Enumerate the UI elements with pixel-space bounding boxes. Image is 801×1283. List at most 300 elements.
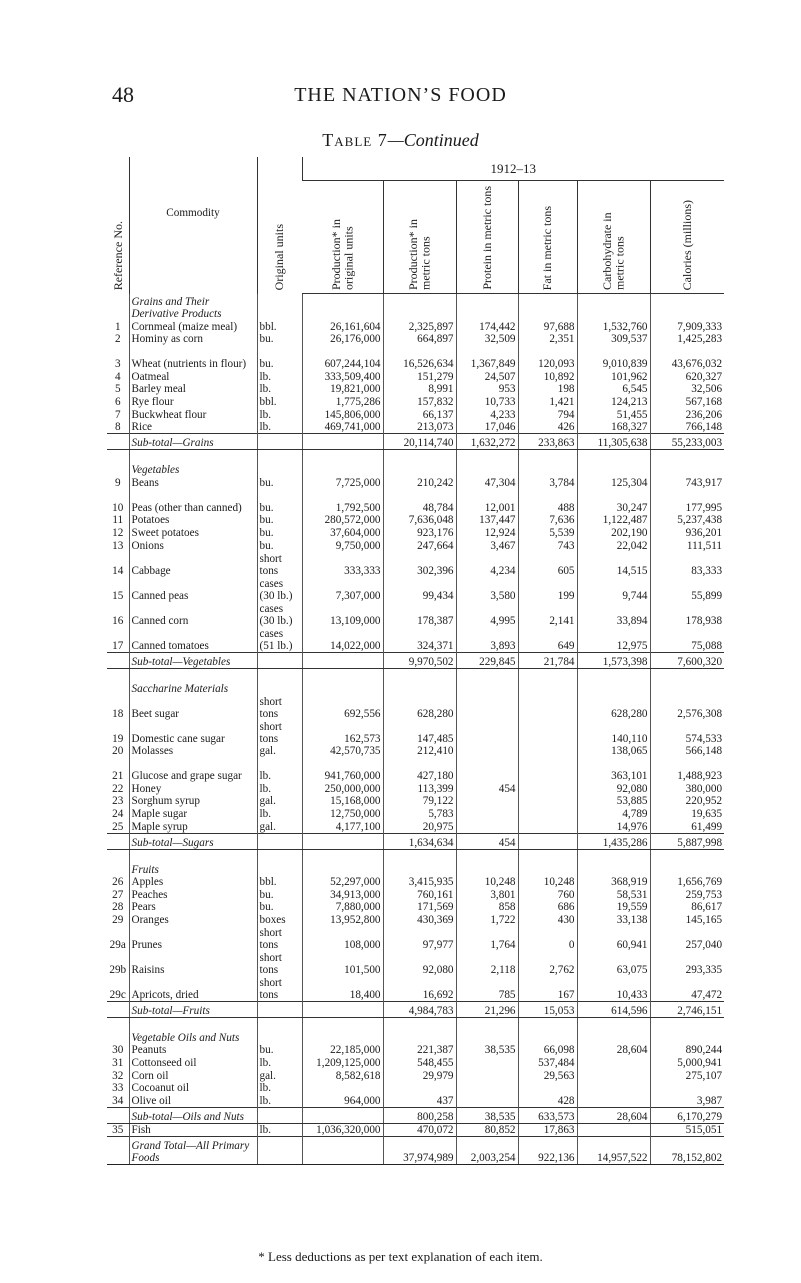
table-row — [107, 627, 724, 653]
table-row — [107, 720, 724, 745]
commodity-cell: Hominy as corn — [129, 333, 257, 346]
commodity-cell: Beet sugar — [129, 695, 257, 720]
table-header — [107, 157, 724, 294]
cal-cell: 83,333 — [650, 552, 724, 577]
ref-cell: 30 — [112, 1044, 124, 1057]
metric-cell: 7,636,048 — [383, 514, 456, 527]
table-row — [107, 489, 724, 514]
cal-cell: 236,206 — [650, 408, 724, 421]
table-row — [107, 383, 724, 396]
ref-cell — [107, 849, 129, 876]
protein-cell: 137,447 — [456, 514, 518, 527]
empty-cell — [518, 450, 577, 477]
fat-cell: 233,863 — [518, 434, 577, 450]
ref-cell: 27 — [112, 888, 124, 901]
cal-cell: 43,676,032 — [650, 345, 724, 370]
protein-cell: 80,852 — [456, 1123, 518, 1137]
empty-cell — [302, 294, 383, 321]
metric-cell: 151,279 — [383, 370, 456, 383]
year-heading: 1912–13 — [302, 157, 724, 181]
carb-cell: 19,559 — [577, 901, 650, 914]
orig-cell — [302, 1107, 383, 1123]
protein-cell: 3,580 — [456, 577, 518, 602]
metric-cell: 97,977 — [383, 926, 456, 951]
commodity-cell: Maple sugar — [129, 807, 257, 820]
cal-cell: 47,472 — [650, 976, 724, 1002]
cal-cell: 78,152,802 — [650, 1137, 724, 1165]
cal-cell: 86,617 — [650, 901, 724, 914]
empty-cell — [456, 849, 518, 876]
commodity-cell: Onions — [129, 539, 257, 552]
cal-cell: 380,000 — [650, 782, 724, 795]
cal-cell: 32,506 — [650, 383, 724, 396]
ref-cell: 28 — [112, 901, 124, 914]
orig-cell: 15,168,000 — [302, 795, 383, 808]
protein-cell: 10,248 — [456, 876, 518, 889]
carb-cell: 9,744 — [577, 577, 650, 602]
table-body — [107, 294, 724, 1165]
ref-cell: 1 — [114, 320, 121, 333]
ref-cell: 24 — [112, 807, 124, 820]
cal-cell: 574,533 — [650, 720, 724, 745]
table-row — [107, 951, 724, 976]
subtotal-label: Sub-total—Grains — [129, 434, 257, 450]
running-head: THE NATION’S FOOD — [294, 84, 507, 106]
section-heading-row — [107, 849, 724, 876]
protein-cell — [456, 720, 518, 745]
unit-cell: lb. — [257, 1082, 302, 1095]
orig-cell: 280,572,000 — [302, 514, 383, 527]
orig-cell: 37,604,000 — [302, 526, 383, 539]
empty-cell — [650, 849, 724, 876]
table-row — [107, 552, 724, 577]
ref-cell: 25 — [112, 820, 124, 833]
table-row — [107, 901, 724, 914]
protein-cell — [456, 1094, 518, 1107]
fat-cell: 426 — [518, 421, 577, 434]
carb-cell: 628,280 — [577, 695, 650, 720]
unit-cell: lb. — [257, 757, 302, 782]
unit-cell — [257, 1001, 302, 1017]
section-heading: Fruits — [129, 849, 257, 876]
subtotal-row — [107, 652, 724, 668]
cal-cell: 220,952 — [650, 795, 724, 808]
unit-cell: bu. — [257, 345, 302, 370]
cal-cell: 5,237,438 — [650, 514, 724, 527]
carb-cell: 9,010,839 — [577, 345, 650, 370]
unit-cell: short tons — [257, 951, 302, 976]
table-row — [107, 345, 724, 370]
orig-cell: 145,806,000 — [302, 408, 383, 421]
fat-cell: 649 — [518, 627, 577, 653]
commodity-cell: Canned peas — [129, 577, 257, 602]
subtotal-row — [107, 833, 724, 849]
unit-cell: lb. — [257, 383, 302, 396]
fat-cell: 1,421 — [518, 395, 577, 408]
ref-cell: 23 — [112, 795, 124, 808]
empty-cell — [456, 1017, 518, 1044]
orig-cell: 1,792,500 — [302, 489, 383, 514]
commodity-cell: Olive oil — [129, 1094, 257, 1107]
carb-cell: 63,075 — [577, 951, 650, 976]
table-row — [107, 807, 724, 820]
fat-cell: 10,892 — [518, 370, 577, 383]
table-row — [107, 795, 724, 808]
orig-cell: 4,177,100 — [302, 820, 383, 833]
fat-cell: 10,248 — [518, 876, 577, 889]
commodity-cell: Fish — [129, 1123, 257, 1137]
metric-cell: 66,137 — [383, 408, 456, 421]
fat-cell: 430 — [518, 913, 577, 926]
carb-cell: 138,065 — [577, 745, 650, 758]
protein-cell: 785 — [456, 976, 518, 1002]
ref-cell: 32 — [112, 1069, 124, 1082]
carb-cell: 124,213 — [577, 395, 650, 408]
ref-cell: 9 — [114, 476, 121, 489]
unit-cell: bbl. — [257, 395, 302, 408]
empty-cell — [650, 668, 724, 695]
commodity-cell: Cornmeal (maize meal) — [129, 320, 257, 333]
subtotal-row — [107, 1107, 724, 1123]
fat-cell: 21,784 — [518, 652, 577, 668]
metric-cell: 8,991 — [383, 383, 456, 396]
metric-cell: 147,485 — [383, 720, 456, 745]
carb-cell: 140,110 — [577, 720, 650, 745]
cal-cell: 55,899 — [650, 577, 724, 602]
cal-cell: 257,040 — [650, 926, 724, 951]
metric-cell: 427,180 — [383, 757, 456, 782]
metric-cell: 16,692 — [383, 976, 456, 1002]
empty-cell — [650, 1017, 724, 1044]
carb-cell: 10,433 — [577, 976, 650, 1002]
protein-cell: 1,632,272 — [456, 434, 518, 450]
carb-cell — [577, 1056, 650, 1069]
orig-cell — [302, 833, 383, 849]
empty-cell — [577, 849, 650, 876]
protein-cell: 1,367,849 — [456, 345, 518, 370]
unit-cell — [257, 833, 302, 849]
protein-cell: 1,722 — [456, 913, 518, 926]
ref-cell: 12 — [112, 526, 124, 539]
metric-cell: 92,080 — [383, 951, 456, 976]
unit-cell: lb. — [257, 370, 302, 383]
protein-cell — [456, 1056, 518, 1069]
unit-cell: short tons — [257, 926, 302, 951]
section-heading: Vegetable Oils and Nuts — [129, 1017, 257, 1044]
col-cal: Calories (millions) — [650, 181, 724, 294]
fat-cell: 0 — [518, 926, 577, 951]
fat-cell: 5,539 — [518, 526, 577, 539]
commodity-cell: Potatoes — [129, 514, 257, 527]
carb-cell: 1,532,760 — [577, 320, 650, 333]
cal-cell: 1,656,769 — [650, 876, 724, 889]
fat-cell: 198 — [518, 383, 577, 396]
cal-cell: 566,148 — [650, 745, 724, 758]
unit-cell — [257, 652, 302, 668]
section-heading-row — [107, 450, 724, 477]
cal-cell: 936,201 — [650, 526, 724, 539]
commodity-cell: Raisins — [129, 951, 257, 976]
cal-cell: 61,499 — [650, 820, 724, 833]
unit-cell: short tons — [257, 720, 302, 745]
empty-cell — [456, 294, 518, 321]
table-row — [107, 333, 724, 346]
commodity-cell: Glucose and grape sugar — [129, 757, 257, 782]
ref-cell — [107, 294, 129, 321]
orig-cell: 7,307,000 — [302, 577, 383, 602]
commodity-cell: Honey — [129, 782, 257, 795]
empty-cell — [257, 450, 302, 477]
cal-cell: 3,987 — [650, 1094, 724, 1107]
table-row — [107, 320, 724, 333]
unit-cell: lb. — [257, 421, 302, 434]
cal-cell: 19,635 — [650, 807, 724, 820]
table-row — [107, 514, 724, 527]
fat-cell — [518, 1082, 577, 1095]
metric-cell: 9,970,502 — [383, 652, 456, 668]
unit-cell — [257, 1137, 302, 1165]
commodity-cell: Oranges — [129, 913, 257, 926]
ref-cell — [107, 450, 129, 477]
metric-cell: 157,832 — [383, 395, 456, 408]
orig-cell: 692,556 — [302, 695, 383, 720]
empty-cell — [577, 668, 650, 695]
ref-cell — [107, 668, 129, 695]
commodity-cell: Wheat (nutrients in flour) — [129, 345, 257, 370]
orig-cell: 22,185,000 — [302, 1044, 383, 1057]
carb-cell: 14,515 — [577, 552, 650, 577]
table-row — [107, 695, 724, 720]
empty-cell — [518, 668, 577, 695]
commodity-cell: Barley meal — [129, 383, 257, 396]
fat-cell — [518, 695, 577, 720]
commodity-cell: Peaches — [129, 888, 257, 901]
protein-cell: 3,467 — [456, 539, 518, 552]
ref-cell: 3 — [114, 358, 121, 371]
ref-cell: 10 — [112, 501, 124, 514]
table-row — [107, 421, 724, 434]
footnote: * Less deductions as per text explanation of each item. — [258, 1249, 543, 1264]
commodity-cell: Molasses — [129, 745, 257, 758]
fat-cell — [518, 745, 577, 758]
commodity-cell: Canned corn — [129, 602, 257, 627]
empty-cell — [257, 294, 302, 321]
metric-cell: 210,242 — [383, 476, 456, 489]
carb-cell: 4,789 — [577, 807, 650, 820]
ref-cell: 11 — [112, 514, 124, 527]
commodity-cell: Pears — [129, 901, 257, 914]
section-heading-row — [107, 294, 724, 321]
ref-cell: 20 — [112, 745, 124, 758]
orig-cell: 26,161,604 — [302, 320, 383, 333]
orig-cell — [302, 1137, 383, 1165]
table-row — [107, 1123, 724, 1137]
fat-cell: 633,573 — [518, 1107, 577, 1123]
carb-cell: 51,455 — [577, 408, 650, 421]
cal-cell: 567,168 — [650, 395, 724, 408]
table-row — [107, 370, 724, 383]
carb-cell: 12,975 — [577, 627, 650, 653]
protein-cell: 174,442 — [456, 320, 518, 333]
unit-cell — [257, 434, 302, 450]
metric-cell: 113,399 — [383, 782, 456, 795]
orig-cell — [302, 1082, 383, 1095]
orig-cell: 333,333 — [302, 552, 383, 577]
protein-cell: 229,845 — [456, 652, 518, 668]
ref-cell: 29 — [112, 913, 124, 926]
ref-cell — [107, 1001, 129, 1017]
cal-cell: 55,233,003 — [650, 434, 724, 450]
cal-cell: 1,425,283 — [650, 333, 724, 346]
ref-cell: 26 — [112, 876, 124, 889]
protein-cell: 4,233 — [456, 408, 518, 421]
orig-cell — [302, 652, 383, 668]
empty-cell — [302, 849, 383, 876]
carb-cell: 30,247 — [577, 489, 650, 514]
section-heading: Grains and Their Derivative Products — [129, 294, 257, 321]
table-row — [107, 926, 724, 951]
table-row — [107, 1044, 724, 1057]
cal-cell: 5,000,941 — [650, 1056, 724, 1069]
empty-cell — [456, 450, 518, 477]
unit-cell: lb. — [257, 1123, 302, 1137]
carb-cell: 6,545 — [577, 383, 650, 396]
orig-cell: 469,741,000 — [302, 421, 383, 434]
table-row — [107, 745, 724, 758]
carb-cell: 28,604 — [577, 1107, 650, 1123]
cal-cell: 2,576,308 — [650, 695, 724, 720]
orig-cell: 18,400 — [302, 976, 383, 1002]
empty-cell — [257, 1017, 302, 1044]
commodity-cell: Apricots, dried — [129, 976, 257, 1002]
table-row — [107, 577, 724, 602]
orig-cell: 941,760,000 — [302, 757, 383, 782]
fat-cell: 2,351 — [518, 333, 577, 346]
carb-cell — [577, 1094, 650, 1107]
fat-cell: 7,636 — [518, 514, 577, 527]
carb-cell: 58,531 — [577, 888, 650, 901]
col-prod-metric: Production* in metric tons — [383, 181, 456, 294]
empty-cell — [302, 450, 383, 477]
protein-cell — [456, 807, 518, 820]
ref-cell: 35 — [112, 1124, 124, 1137]
metric-cell: 324,371 — [383, 627, 456, 653]
carb-cell: 33,894 — [577, 602, 650, 627]
fat-cell: 488 — [518, 489, 577, 514]
unit-cell: cases (30 lb.) — [257, 577, 302, 602]
orig-cell: 12,750,000 — [302, 807, 383, 820]
cal-cell: 145,165 — [650, 913, 724, 926]
subtotal-row — [107, 434, 724, 450]
ref-cell: 29a — [109, 938, 126, 951]
ref-cell: 14 — [112, 564, 124, 577]
metric-cell: 1,634,634 — [383, 833, 456, 849]
orig-cell: 607,244,104 — [302, 345, 383, 370]
section-heading-row — [107, 1017, 724, 1044]
cal-cell: 259,753 — [650, 888, 724, 901]
metric-cell: 16,526,634 — [383, 345, 456, 370]
fat-cell: 537,484 — [518, 1056, 577, 1069]
col-units: Original units — [257, 157, 302, 294]
cal-cell: 178,938 — [650, 602, 724, 627]
empty-cell — [383, 1017, 456, 1044]
unit-cell: lb. — [257, 782, 302, 795]
protein-cell — [456, 820, 518, 833]
protein-cell: 3,801 — [456, 888, 518, 901]
commodity-cell: Peanuts — [129, 1044, 257, 1057]
table-row — [107, 408, 724, 421]
empty-cell — [518, 1017, 577, 1044]
col-prod-orig: Production* in original units — [302, 181, 383, 294]
ref-cell: 34 — [112, 1094, 124, 1107]
cal-cell: 766,148 — [650, 421, 724, 434]
metric-cell: 302,396 — [383, 552, 456, 577]
commodity-cell: Cabbage — [129, 552, 257, 577]
cal-cell: 275,107 — [650, 1069, 724, 1082]
empty-cell — [383, 668, 456, 695]
ref-cell — [107, 434, 129, 450]
metric-cell: 20,975 — [383, 820, 456, 833]
commodity-cell: Corn oil — [129, 1069, 257, 1082]
carb-cell: 125,304 — [577, 476, 650, 489]
fat-cell: 3,784 — [518, 476, 577, 489]
table-row — [107, 913, 724, 926]
commodity-cell: Canned tomatoes — [129, 627, 257, 653]
unit-cell: short tons — [257, 552, 302, 577]
carb-cell: 1,122,487 — [577, 514, 650, 527]
commodity-cell: Cottonseed oil — [129, 1056, 257, 1069]
protein-cell — [456, 795, 518, 808]
orig-cell: 1,036,320,000 — [302, 1123, 383, 1137]
metric-cell — [383, 1082, 456, 1095]
carb-cell: 309,537 — [577, 333, 650, 346]
ref-cell: 18 — [112, 707, 124, 720]
empty-cell — [577, 1017, 650, 1044]
metric-cell: 213,073 — [383, 421, 456, 434]
ref-cell — [107, 1107, 129, 1123]
fat-cell: 167 — [518, 976, 577, 1002]
metric-cell: 628,280 — [383, 695, 456, 720]
protein-cell: 454 — [456, 782, 518, 795]
col-protein: Protein in metric tons — [456, 181, 518, 294]
empty-cell — [302, 1017, 383, 1044]
carb-cell: 60,941 — [577, 926, 650, 951]
commodity-cell: Rice — [129, 421, 257, 434]
fat-cell — [518, 782, 577, 795]
page-number: 48 — [112, 82, 134, 107]
grand-total-row — [107, 1137, 724, 1165]
fat-cell: 66,098 — [518, 1044, 577, 1057]
orig-cell: 34,913,000 — [302, 888, 383, 901]
commodity-cell: Peas (other than canned) — [129, 489, 257, 514]
metric-cell: 29,979 — [383, 1069, 456, 1082]
protein-cell — [456, 757, 518, 782]
orig-cell: 14,022,000 — [302, 627, 383, 653]
unit-cell: lb. — [257, 1056, 302, 1069]
commodity-cell: Rye flour — [129, 395, 257, 408]
table-row — [107, 820, 724, 833]
table-continued: —Continued — [387, 130, 479, 150]
unit-cell: lb. — [257, 1094, 302, 1107]
unit-cell: cases (51 lb.) — [257, 627, 302, 653]
unit-cell: bbl. — [257, 320, 302, 333]
cal-cell: 6,170,279 — [650, 1107, 724, 1123]
protein-cell: 38,535 — [456, 1107, 518, 1123]
cal-cell: 111,511 — [650, 539, 724, 552]
metric-cell: 79,122 — [383, 795, 456, 808]
orig-cell: 162,573 — [302, 720, 383, 745]
metric-cell: 800,258 — [383, 1107, 456, 1123]
